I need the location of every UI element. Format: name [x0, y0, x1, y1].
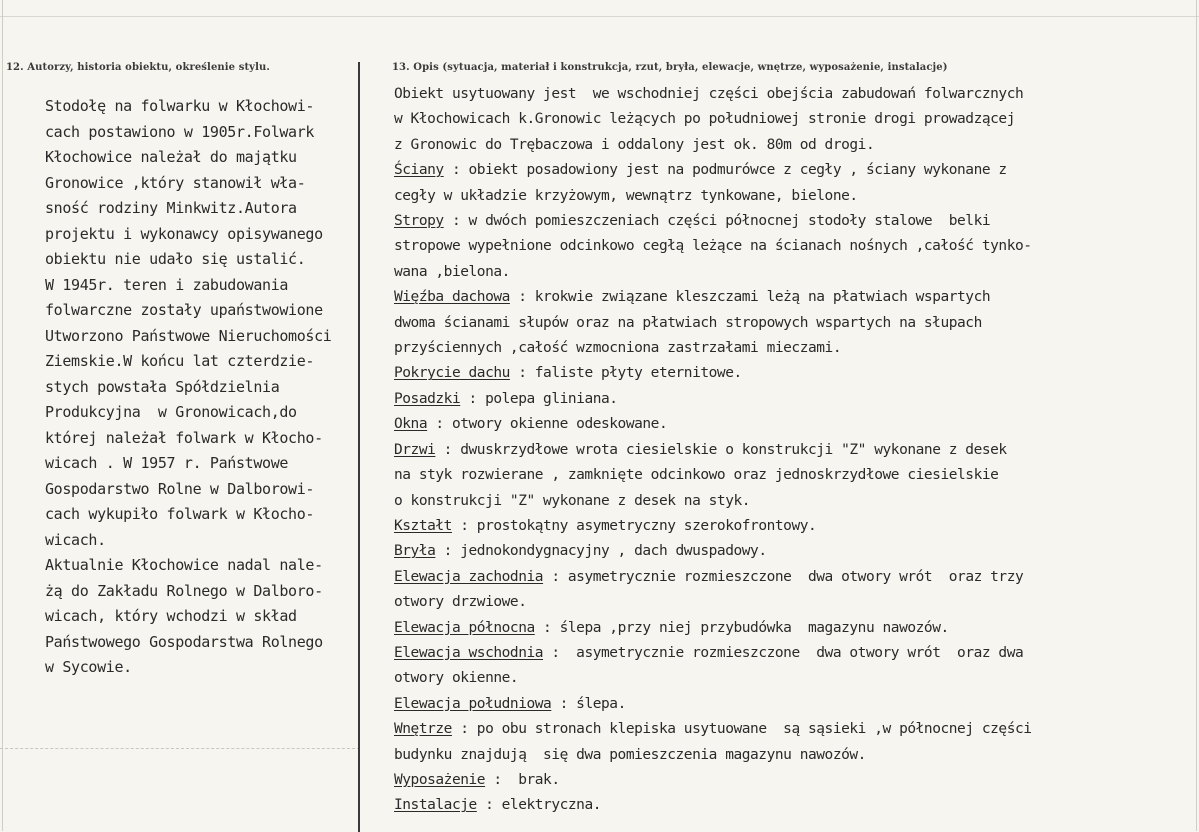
description-label: Instalacje [394, 797, 477, 814]
history-text-block [45, 94, 365, 681]
section-13-heading: 13. Opis (sytuacja, materiał i konstrukcja, rzut, bryła, elewacje, wnętrze, wyposażenie, instalacje) [392, 62, 948, 73]
description-text: : prostokątny asymetryczny szerokofrontowy. [451, 517, 817, 534]
description-text: : ślepa. [551, 695, 626, 712]
description-label: Elewacja północna [394, 619, 535, 636]
description-line [394, 590, 1184, 615]
description-line [394, 82, 1184, 107]
description-line [394, 387, 1184, 412]
right-edge-line [1196, 0, 1197, 831]
history-line: Aktualnie Kłochowice nadal nale- [45, 556, 323, 574]
description-label: Pokrycie dachu [394, 365, 510, 382]
description-line [394, 692, 1184, 717]
history-line: wicach. [45, 530, 106, 549]
history-line: w Sycowie. [45, 658, 132, 676]
description-label: Kształt [394, 517, 452, 534]
description-text: na styk rozwierane , zamknięte odcinkowo oraz jednoskrzydłowe ciesielskie [394, 467, 999, 484]
description-text: wana ,bielona. [394, 263, 510, 280]
description-line [394, 438, 1184, 463]
description-label: Drzwi [394, 441, 436, 458]
description-label: Elewacja południowa [394, 695, 552, 712]
description-line [394, 107, 1184, 132]
description-text: o konstrukcji "Z" wykonane z desek na styk. [394, 492, 751, 509]
description-line [394, 514, 1184, 539]
description-label: Więźba dachowa [394, 289, 510, 306]
dashed-rule [0, 748, 360, 749]
description-text: budynku znajdują się dwa pomieszczenia magazynu nawozów. [394, 746, 866, 763]
description-line [394, 489, 1184, 514]
description-line [394, 336, 1184, 361]
description-label: Okna [394, 416, 428, 433]
description-text: : jednokondygnacyjny , dach dwuspadowy. [435, 543, 767, 560]
description-line [394, 641, 1184, 666]
description-line [394, 234, 1184, 259]
description-label: Posadzki [394, 390, 461, 407]
description-text: w Kłochowicach k.Gronowic leżących po południowej stronie drogi prowadzącej [394, 111, 1015, 128]
section-12-heading: 12. Autorzy, historia obiektu, określenie stylu. [6, 62, 270, 73]
description-text: : po obu stronach klepiska usytuowane są sąsieki ,w północnej części [451, 721, 1032, 738]
description-label: Wyposażenie [394, 771, 486, 788]
description-text: : faliste płyty eternitowe. [509, 365, 742, 382]
description-text: otwory okienne. [394, 670, 519, 687]
description-label: Elewacja zachodnia [394, 568, 544, 585]
history-line: Utworzono Państwowe Nieruchomości [45, 326, 332, 345]
description-text: stropowe wypełnione odcinkowo cegłą leżące na ścianach nośnych ,całość tynko- [394, 238, 1032, 255]
description-label: Bryła [394, 543, 436, 560]
description-line [394, 184, 1184, 209]
description-text: : ślepa ,przy niej przybudówka magazynu nawozów. [534, 619, 949, 636]
description-line [394, 285, 1184, 310]
description-line [394, 158, 1184, 183]
description-label: Ściany [394, 162, 444, 179]
history-line: Państwowego Gospodarstwa Rolnego [45, 632, 323, 651]
history-line: wicach . W 1957 r. Państwowe [45, 454, 289, 472]
history-line: której należał folwark w Kłocho- [45, 428, 323, 447]
history-line: żą do Zakładu Rolnego w Dalboro- [45, 581, 323, 600]
description-line [394, 666, 1184, 691]
description-text-block [394, 82, 1184, 819]
history-line: Kłochowice należał do majątku [45, 148, 297, 166]
description-line [394, 565, 1184, 590]
history-line: folwarczne zostały upaństwowione [45, 301, 323, 319]
description-line [394, 133, 1184, 158]
description-text: cegły w układzie krzyżowym, wewnątrz tynkowane, bielone. [394, 187, 858, 204]
description-text: : krokwie związane kleszczami leżą na płatwiach wspartych [509, 289, 991, 306]
description-text: : obiekt posadowiony jest na podmurówce z cegły , ściany wykonane z [443, 162, 1007, 179]
description-text: : elektryczna. [476, 797, 602, 814]
history-line: Stodołę na folwarku w Kłochowi- [45, 97, 315, 115]
description-line [394, 412, 1184, 437]
description-text: otwory drzwiowe. [394, 594, 527, 611]
description-text: z Gronowic do Trębaczowa i oddalony jest ok. 80m od drogi. [394, 136, 875, 153]
description-line [394, 311, 1184, 336]
description-text: : otwory okienne odeskowane. [427, 416, 668, 433]
description-line [394, 616, 1184, 641]
description-line [394, 768, 1184, 793]
history-line: W 1945r. teren i zabudowania [45, 275, 289, 294]
description-line [394, 743, 1184, 768]
history-line: Ziemskie.W końcu lat czterdzie- [45, 352, 315, 370]
description-text: : w dwóch pomieszczeniach części północnej stodoły stalowe belki [443, 213, 991, 230]
history-line: Gronowice ,który stanowił wła- [45, 173, 306, 192]
history-line: sność rodziny Minkwitz.Autora [45, 199, 297, 217]
history-line: projektu i wykonawcy opisywanego [45, 224, 323, 243]
description-line [394, 209, 1184, 234]
description-text: : polepa gliniana. [460, 390, 618, 407]
history-line: Produkcyjna w Gronowicach,do [45, 403, 297, 421]
description-text: : dwuskrzydłowe wrota ciesielskie o konstrukcji "Z" wykonane z desek [435, 441, 1007, 458]
description-label: Elewacja wschodnia [394, 644, 544, 661]
history-line: Gospodarstwo Rolne w Dalborowi- [45, 479, 315, 498]
description-line [394, 717, 1184, 742]
description-text: przyściennych ,całość wzmocniona zastrzałami mieczami. [394, 340, 842, 357]
top-edge-line [0, 16, 1199, 17]
history-line: obiektu nie udało się ustalić. [45, 250, 306, 268]
description-text: dwoma ścianami słupów oraz na płatwiach stropowych wspartych na słupach [394, 314, 982, 331]
description-label: Wnętrze [394, 721, 452, 738]
description-label: Stropy [394, 213, 444, 230]
description-text: : asymetrycznie rozmieszczone dwa otwory wrót oraz trzy [543, 568, 1024, 585]
description-line [394, 260, 1184, 285]
description-text: Obiekt usytuowany jest we wschodniej części obejścia zabudowań folwarcznych [394, 86, 1024, 102]
description-line [394, 463, 1184, 488]
description-line [394, 539, 1184, 564]
history-line: cach postawiono w 1905r.Folwark [45, 122, 315, 141]
description-text: : asymetrycznie rozmieszczone dwa otwory wrót oraz dwa [543, 644, 1024, 661]
description-text: : brak. [485, 771, 560, 788]
history-line: wicach, który wchodzi w skład [45, 607, 297, 625]
description-line [394, 793, 1184, 818]
left-edge-line [2, 0, 3, 831]
history-line: stych powstała Spółdzielnia [45, 377, 280, 396]
history-line: cach wykupiło folwark w Kłocho- [45, 505, 315, 523]
description-line [394, 361, 1184, 386]
